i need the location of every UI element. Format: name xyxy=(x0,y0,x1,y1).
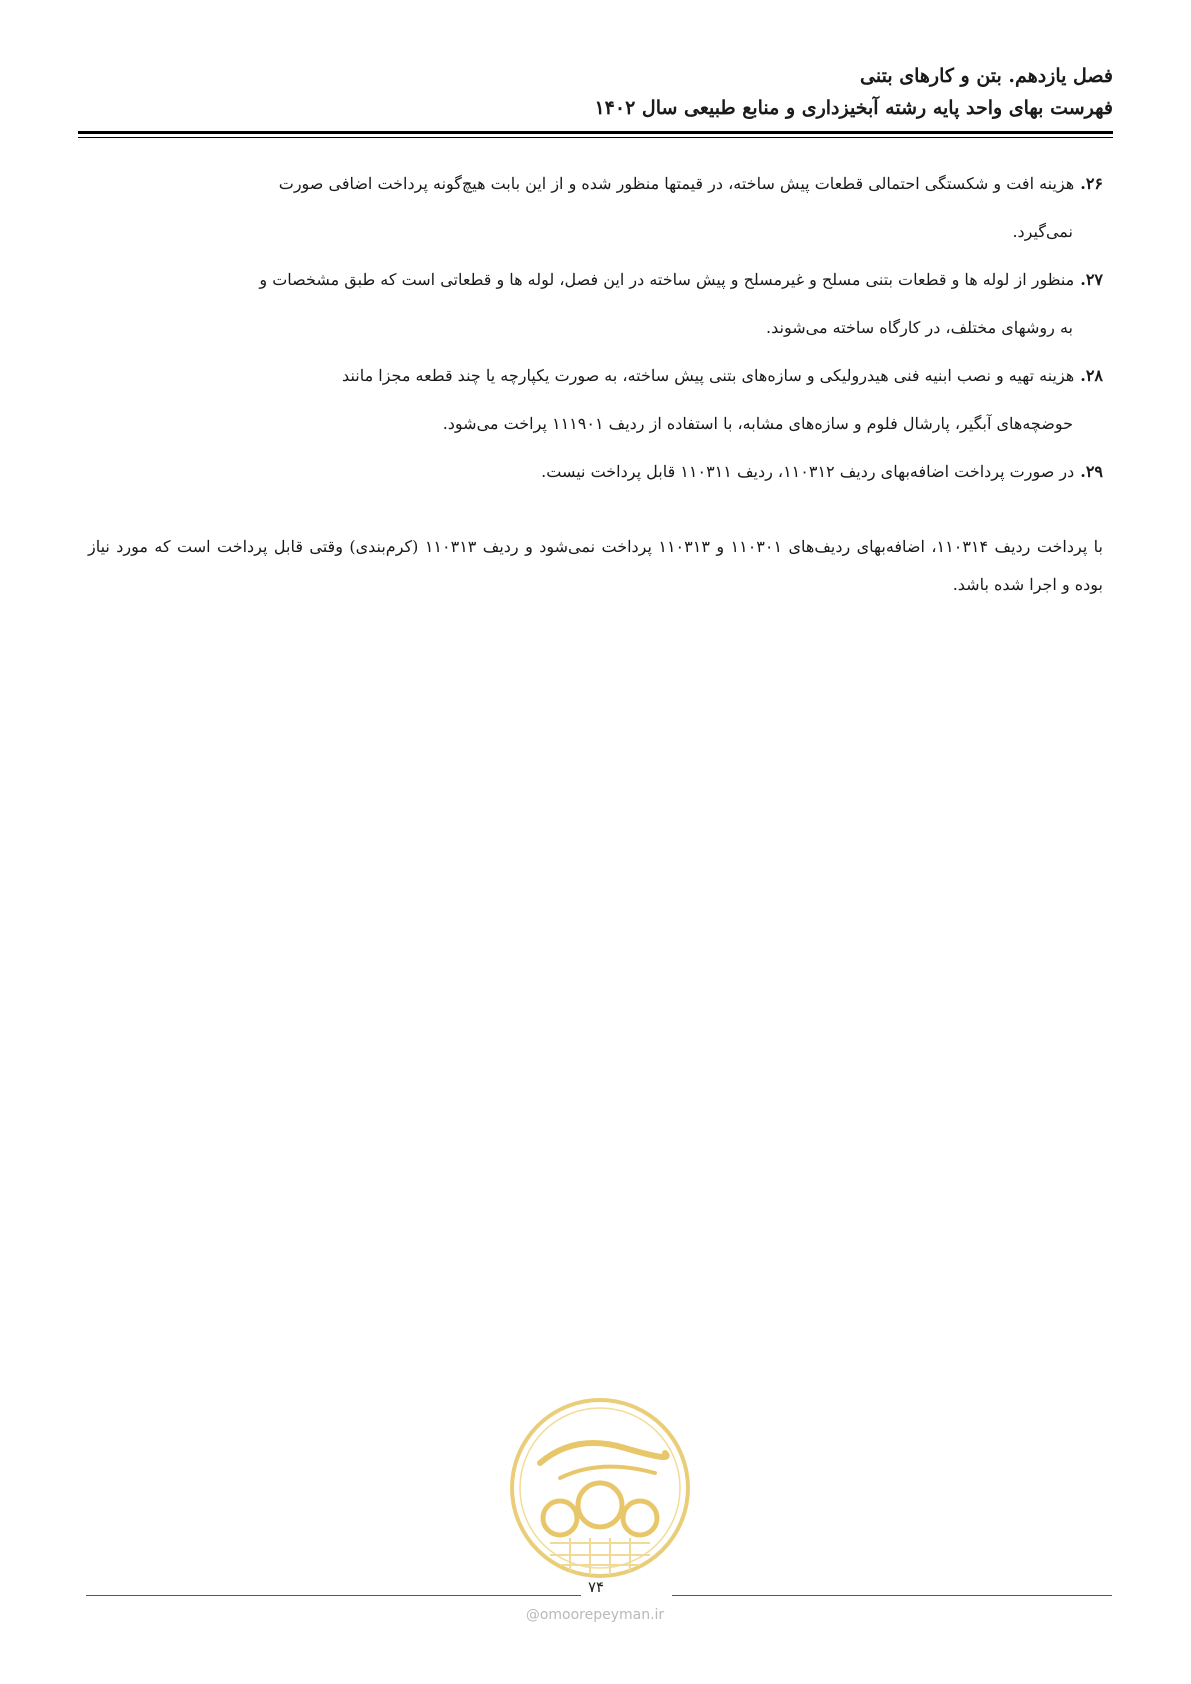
header-rule-thin xyxy=(78,137,1113,138)
page-number: ۷۴ xyxy=(587,1578,605,1596)
page-header xyxy=(78,60,1113,124)
footer-rule-left xyxy=(86,1595,581,1596)
header-rule-thick xyxy=(78,131,1113,134)
note-number: ۲۷. xyxy=(1080,270,1103,289)
note-number: ۲۶. xyxy=(1080,174,1103,193)
numbered-notes xyxy=(150,160,1103,496)
note-item xyxy=(150,352,1103,448)
note-text: در صورت پرداخت اضافه‌بهای ردیف ۱۱۰۳۱۲، ردیف ۱۱۰۳۱۱ قابل پرداخت نیست. xyxy=(541,462,1075,481)
seal-logo xyxy=(505,1393,695,1583)
note-number: ۲۸. xyxy=(1080,366,1103,385)
note-text: منظور از لوله ها و قطعات بتنی مسلح و غیرمسلح و پیش ساخته در این فصل، لوله ها و قطعاتی است که طبق مشخصات و xyxy=(259,270,1075,289)
note-number: ۲۹. xyxy=(1080,462,1103,481)
note-item xyxy=(150,448,1103,496)
note-item xyxy=(150,160,1103,256)
closing-paragraph: با پرداخت ردیف ۱۱۰۳۱۴، اضافه‌بهای ردیف‌های ۱۱۰۳۰۱ و ۱۱۰۳۱۳ پرداخت نمی‌شود و ردیف ۱۱۰۳۱۳ (کرم‌بندی) وقتی قابل پرداخت است که مورد نیاز بوده و اجرا شده باشد. xyxy=(88,537,1104,594)
note-continuation: نمی‌گیرد. xyxy=(1012,222,1073,241)
footer-rule-right xyxy=(672,1595,1112,1596)
chapter-title: فصل یازدهم. بتن و کارهای بتنی xyxy=(860,65,1113,87)
note-continuation: به روشهای مختلف، در کارگاه ساخته می‌شوند. xyxy=(766,318,1073,337)
watermark-text: @omoorepeyman.ir xyxy=(525,1607,665,1623)
price-list-title: فهرست بهای واحد پایه رشته آبخیزداری و منابع طبیعی سال ۱۴۰۲ xyxy=(594,97,1113,119)
note-item xyxy=(150,256,1103,352)
note-continuation: حوضچه‌های آبگیر، پارشال فلوم و سازه‌های مشابه، با استفاده از ردیف ۱۱۱۹۰۱ پراخت می‌شود. xyxy=(442,414,1073,433)
note-text: هزینه تهیه و نصب ابنیه فنی هیدرولیکی و سازه‌های بتنی پیش ساخته، به صورت یکپارچه یا چند قطعه مجزا مانند xyxy=(342,366,1075,385)
note-text: هزینه افت و شکستگی احتمالی قطعات پیش ساخته، در قیمتها منظور شده و از این بابت هیچ‌گونه پرداخت اضافی صورت xyxy=(278,174,1075,193)
